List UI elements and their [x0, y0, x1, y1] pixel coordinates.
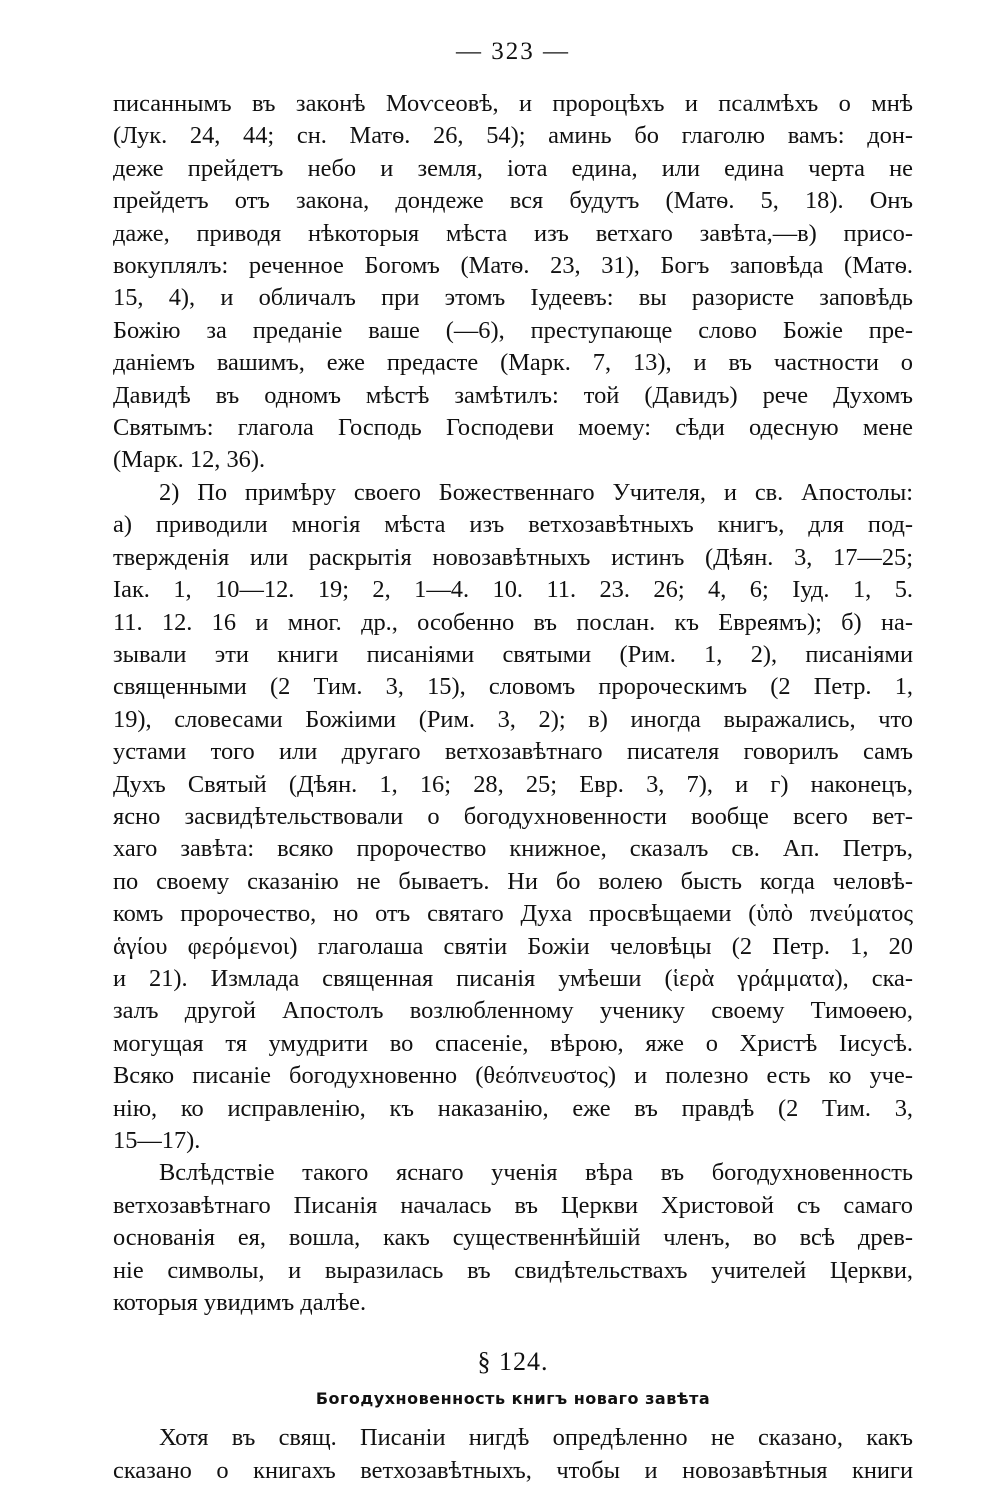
- section-number: § 124.: [477, 1347, 549, 1377]
- text-line: которыя увидимъ далѣе.: [113, 1289, 367, 1317]
- text-line: нію, ко исправленію, къ наказанію, еже въ правдѣ (2 Тим. 3,: [113, 1094, 913, 1122]
- text-line: Давидѣ въ одномъ мѣстѣ замѣтилъ: той (Давидъ) рече Духомъ: [113, 381, 913, 409]
- paragraph-apostles: [113, 477, 913, 1158]
- text-line: 19), словесами Божіими (Рим. 3, 2); в) иногда выражались, что: [113, 705, 913, 733]
- text-line: прейдетъ отъ закона, дондеже вся будутъ (Матѳ. 5, 18). Онъ: [113, 187, 913, 215]
- text-line: устами того или другаго ветхозавѣтнаго писателя говорилъ самъ: [113, 738, 913, 766]
- text-line: комъ пророчество, но отъ святаго Духа просвѣщаеми (ὑπὸ πνεύματος: [113, 900, 913, 928]
- text-line: твержденія или раскрытія новозавѣтныхъ истинъ (Дѣян. 3, 17—25;: [113, 543, 913, 571]
- text-line: 2) По примѣру своего Божественнаго Учителя, и св. Апостолы:: [159, 478, 913, 506]
- text-line: даніемъ вашимъ, еже предасте (Марк. 7, 13), и въ частности о: [113, 349, 913, 377]
- text-line: 11. 12. 16 и мног. др., особенно въ послан. къ Евреямъ); б) на-: [113, 608, 913, 636]
- text-line: писаннымъ въ законѣ Моѵсеовѣ, и пророцѣхъ и псалмѣхъ о мнѣ: [113, 90, 913, 117]
- page-number-header: — 323 —: [456, 38, 570, 65]
- text-line: ἁγίου φερόμενοι) глаголаша святіи Божіи человѣцы (2 Петр. 1, 20: [113, 932, 913, 960]
- text-line: деже прейдетъ небо и земля, іота едина, или едина черта не: [113, 154, 913, 182]
- text-line: (Лук. 24, 44; сн. Матѳ. 26, 54); аминь бо глаголю вамъ: дон-: [113, 122, 913, 150]
- text-line: ніе символы, и выразилась въ свидѣтельствахъ учителей Церкви,: [113, 1256, 913, 1284]
- text-line: залъ другой Апостолъ возлюбленному ученику своему Тимоѳею,: [113, 997, 913, 1025]
- text-line: Хотя въ свящ. Писаніи нигдѣ опредѣленно не сказано, какъ: [159, 1424, 913, 1452]
- text-line: могущая тя умудрити во спасеніе, вѣрою, яже о Христѣ Іисусѣ.: [113, 1029, 913, 1057]
- text-line: Святымъ: глагола Господь Господеви моему: сѣди одесную мене: [113, 414, 913, 442]
- text-line: 15—17).: [113, 1127, 201, 1154]
- text-line: Духъ Святый (Дѣян. 1, 16; 28, 25; Евр. 3, 7), и г) наконецъ,: [113, 770, 913, 798]
- paragraph-conclusion: [113, 1157, 913, 1319]
- text-line: Вслѣдствіе такого яснаго ученія вѣра въ богодухновенность: [159, 1159, 913, 1187]
- text-line: сказано о книгахъ ветхозавѣтныхъ, чтобы и новозавѣтныя книги: [113, 1456, 913, 1484]
- text-line: (Марк. 12, 36).: [113, 446, 266, 474]
- text-line: священными (2 Тим. 3, 15), словомъ пророческимъ (2 Петр. 1,: [113, 673, 913, 701]
- text-line: 15, 4), и обличалъ при этомъ Іудеевъ: вы разористе заповѣдь: [113, 284, 913, 312]
- text-line: Іак. 1, 10—12. 19; 2, 1—4. 10. 11. 23. 26; 4, 6; Іуд. 1, 5.: [113, 576, 913, 604]
- text-line: а) приводили многія мѣста изъ ветхозавѣтныхъ книгъ, для под-: [113, 511, 913, 539]
- text-line: Всяко писаніе богодухновенно (θεόπνευστος) и полезно есть ко уче-: [113, 1062, 913, 1090]
- text-line: ветхозавѣтнаго Писанія началась въ Церкви Христовой съ самаго: [113, 1191, 913, 1219]
- text-line: по своему сказанію не бываетъ. Ни бо волею бысть когда человѣ-: [113, 867, 913, 895]
- text-line: Божію за преданіе ваше (—6), преступающе слово Божіе пре-: [113, 316, 913, 344]
- text-line: основанія ея, вошла, какъ существеннѣйшій членъ, во всѣ древ-: [113, 1224, 913, 1252]
- paragraph-section-start: [113, 1422, 913, 1487]
- text-line: хаго завѣта: всяко пророчество книжное, сказалъ св. Ап. Петръ,: [113, 835, 913, 863]
- text-line: ясно засвидѣтельствовали о богодухновенности вообще всего вет-: [113, 802, 913, 830]
- paragraph-intro: [113, 88, 913, 477]
- text-line: даже, приводя нѣкоторыя мѣста изъ ветхаго завѣта,—в) присо-: [113, 219, 913, 247]
- text-line: зывали эти книги писаніями святыми (Рим. 1, 2), писаніями: [113, 640, 913, 668]
- text-line: вокуплялъ: реченное Богомъ (Матѳ. 23, 31), Богъ заповѣда (Матѳ.: [113, 252, 913, 280]
- book-page: [113, 38, 913, 1487]
- text-line: и 21). Измлада священная писанія умѣеши (ἱερὰ γράμματα), ска-: [113, 964, 913, 992]
- section-title: Богодухновенность книгъ новаго завѣта: [315, 1389, 711, 1409]
